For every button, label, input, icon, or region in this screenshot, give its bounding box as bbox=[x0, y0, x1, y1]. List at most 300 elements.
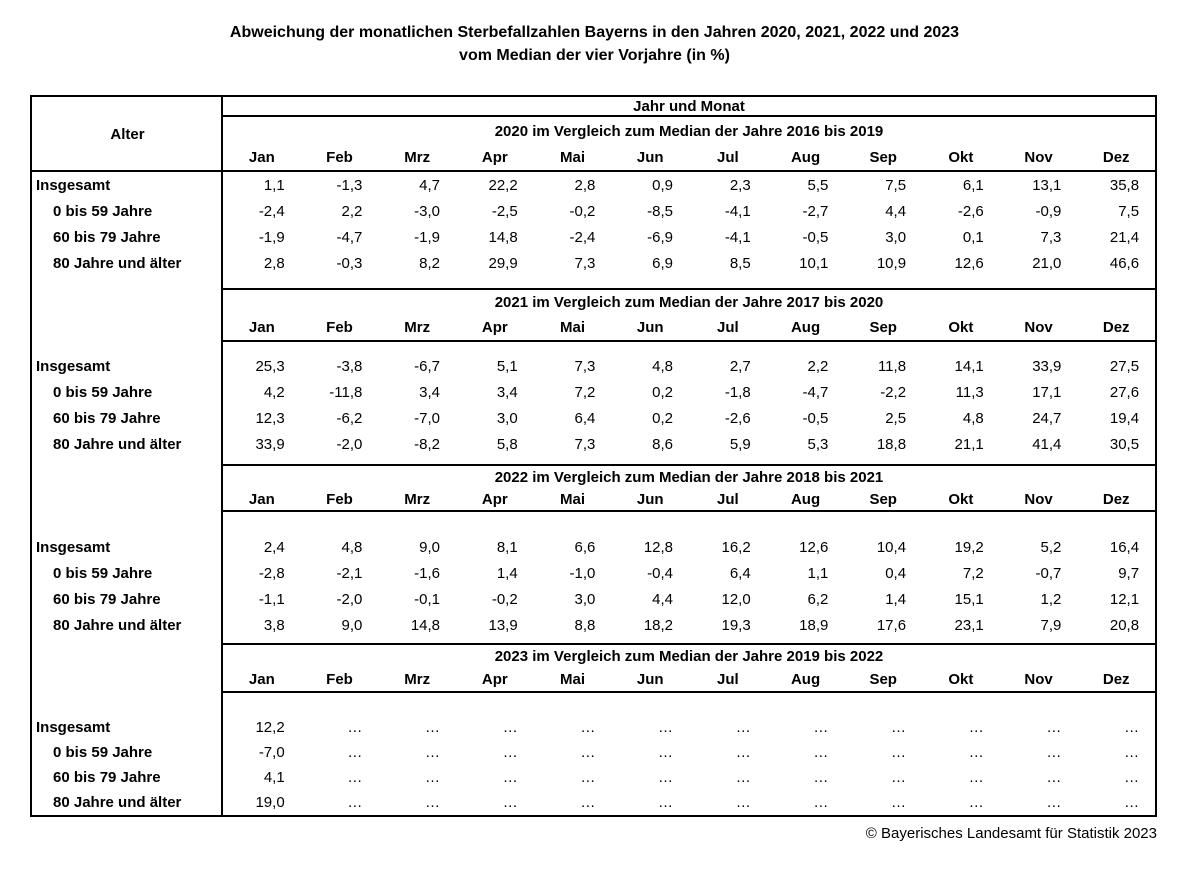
value-cell: … bbox=[347, 744, 363, 761]
value-cell: 6,2 bbox=[807, 590, 829, 608]
value-cell: 27,5 bbox=[1109, 357, 1140, 375]
value-cell: … bbox=[425, 719, 441, 736]
value-cell: 17,1 bbox=[1032, 383, 1062, 401]
label-column-cell bbox=[32, 668, 223, 693]
value-cell: 12,1 bbox=[1109, 590, 1140, 608]
data-cells bbox=[223, 740, 1155, 765]
value-cell: -2,5 bbox=[491, 202, 518, 220]
value-cell: … bbox=[502, 794, 518, 811]
data-cells bbox=[223, 405, 1155, 431]
value-cell: … bbox=[502, 744, 518, 761]
value-cell: -6,9 bbox=[647, 228, 674, 246]
row-label: Insgesamt bbox=[32, 534, 223, 560]
value-cell: 16,4 bbox=[1109, 538, 1140, 556]
month-header: Mrz bbox=[404, 671, 431, 688]
value-cell: -2,0 bbox=[336, 435, 363, 453]
value-cell: -2,7 bbox=[802, 202, 829, 220]
data-cells bbox=[223, 534, 1155, 560]
value-cell: 24,7 bbox=[1032, 409, 1062, 427]
month-header: Dez bbox=[1102, 319, 1130, 336]
months-header-cells bbox=[223, 488, 1155, 512]
value-cell: 13,9 bbox=[488, 616, 518, 634]
value-cell: … bbox=[1124, 794, 1140, 811]
value-cell: … bbox=[1046, 794, 1062, 811]
value-cell: 10,1 bbox=[799, 254, 829, 272]
value-cell: 27,6 bbox=[1109, 383, 1140, 401]
value-cell: … bbox=[580, 769, 596, 786]
month-header: Nov bbox=[1024, 490, 1053, 508]
value-cell: -2,6 bbox=[957, 202, 984, 220]
months-header-cells bbox=[223, 315, 1155, 342]
value-cell: 29,9 bbox=[488, 254, 518, 272]
data-cells bbox=[223, 586, 1155, 612]
spacer-row bbox=[32, 693, 1155, 715]
value-cell: 5,5 bbox=[807, 176, 829, 194]
row-label: 0 bis 59 Jahre bbox=[32, 379, 223, 405]
value-cell: … bbox=[658, 744, 674, 761]
value-cell: -0,9 bbox=[1035, 202, 1062, 220]
row-label: 0 bis 59 Jahre bbox=[32, 740, 223, 765]
value-cell: … bbox=[502, 769, 518, 786]
value-cell: 21,1 bbox=[954, 435, 984, 453]
value-cell: -2,2 bbox=[880, 383, 907, 401]
statistics-table bbox=[30, 95, 1157, 817]
value-cell: 3,0 bbox=[574, 590, 596, 608]
month-header: Mrz bbox=[404, 149, 431, 166]
month-header: Jan bbox=[248, 319, 275, 336]
title-line-2: vom Median der vier Vorjahre (in %) bbox=[459, 47, 730, 64]
month-header: Mai bbox=[560, 671, 586, 688]
month-header: Dez bbox=[1102, 671, 1130, 688]
data-row bbox=[32, 250, 1155, 276]
value-cell: 2,3 bbox=[729, 176, 751, 194]
value-cell: 4,1 bbox=[263, 769, 285, 786]
value-cell: -0,4 bbox=[647, 564, 674, 582]
value-cell: … bbox=[347, 719, 363, 736]
value-cell: 5,9 bbox=[729, 435, 751, 453]
data-cells bbox=[223, 560, 1155, 586]
value-cell: 14,8 bbox=[488, 228, 518, 246]
data-row bbox=[32, 534, 1155, 560]
month-header: Feb bbox=[326, 319, 353, 336]
value-cell: -0,1 bbox=[414, 590, 441, 608]
value-cell: 7,5 bbox=[1118, 202, 1140, 220]
month-header: Mai bbox=[560, 490, 586, 508]
label-column-cell bbox=[32, 643, 223, 668]
value-cell: 7,9 bbox=[1040, 616, 1062, 634]
months-header-cells bbox=[223, 668, 1155, 693]
value-cell: -2,1 bbox=[336, 564, 363, 582]
month-header: Jun bbox=[636, 319, 664, 336]
month-header: Jun bbox=[636, 490, 664, 508]
value-cell: 12,3 bbox=[255, 409, 285, 427]
value-cell: -2,8 bbox=[258, 564, 285, 582]
value-cell: 7,2 bbox=[574, 383, 596, 401]
value-cell: 30,5 bbox=[1109, 435, 1140, 453]
value-cell: 4,8 bbox=[341, 538, 363, 556]
value-cell: … bbox=[813, 769, 829, 786]
value-cell: -7,0 bbox=[414, 409, 441, 427]
value-cell: -1,3 bbox=[336, 176, 363, 194]
value-cell: 9,0 bbox=[341, 616, 363, 634]
value-cell: 2,8 bbox=[263, 254, 285, 272]
label-column-cell bbox=[32, 315, 223, 342]
value-cell: 8,8 bbox=[574, 616, 596, 634]
value-cell: 11,3 bbox=[955, 383, 984, 401]
data-row bbox=[32, 740, 1155, 765]
value-cell: -0,5 bbox=[802, 409, 829, 427]
month-header: Sep bbox=[869, 490, 897, 508]
value-cell: 8,5 bbox=[729, 254, 751, 272]
value-cell: 18,8 bbox=[876, 435, 907, 453]
months-header-row bbox=[32, 668, 1155, 693]
value-cell: 19,0 bbox=[255, 794, 285, 811]
data-row bbox=[32, 224, 1155, 250]
month-header: Jan bbox=[248, 149, 275, 166]
data-row bbox=[32, 198, 1155, 224]
data-row bbox=[32, 172, 1155, 198]
value-cell: … bbox=[735, 794, 751, 811]
title-line-1: Abweichung der monatlichen Sterbefallzahlen Bayerns in den Jahren 2020, 2021, 2022 und 2023 bbox=[229, 24, 960, 41]
value-cell: 13,1 bbox=[1032, 176, 1062, 194]
month-header: Aug bbox=[790, 490, 821, 508]
value-cell: 0,2 bbox=[652, 409, 674, 427]
value-cell: -2,4 bbox=[569, 228, 596, 246]
value-cell: 2,2 bbox=[341, 202, 363, 220]
value-cell: -1,1 bbox=[258, 590, 285, 608]
data-row bbox=[32, 560, 1155, 586]
data-cells bbox=[223, 224, 1155, 250]
value-cell: 19,2 bbox=[954, 538, 984, 556]
value-cell: -0,7 bbox=[1035, 564, 1062, 582]
value-cell: -1,6 bbox=[414, 564, 441, 582]
value-cell: … bbox=[968, 744, 984, 761]
value-cell: 7,3 bbox=[574, 254, 596, 272]
value-cell: 21,0 bbox=[1032, 254, 1062, 272]
month-header: Mrz bbox=[404, 319, 431, 336]
section-header: 2021 im Vergleich zum Median der Jahre 2017 bis 2020 bbox=[223, 288, 1155, 315]
month-header: Dez bbox=[1102, 490, 1130, 508]
month-header: Okt bbox=[948, 490, 974, 508]
value-cell: 1,4 bbox=[496, 564, 518, 582]
value-cell: 3,0 bbox=[885, 228, 907, 246]
data-row bbox=[32, 379, 1155, 405]
value-cell: … bbox=[735, 744, 751, 761]
value-cell: -1,0 bbox=[569, 564, 596, 582]
value-cell: 25,3 bbox=[255, 357, 285, 375]
value-cell: 35,8 bbox=[1109, 176, 1140, 194]
month-header: Aug bbox=[790, 671, 821, 688]
month-header: Okt bbox=[948, 319, 974, 336]
value-cell: … bbox=[425, 769, 441, 786]
value-cell: … bbox=[968, 794, 984, 811]
value-cell: -1,9 bbox=[258, 228, 285, 246]
label-column-cell bbox=[32, 693, 223, 715]
spacer-row bbox=[32, 512, 1155, 534]
value-cell: 18,9 bbox=[799, 616, 829, 634]
month-header: Jun bbox=[636, 671, 664, 688]
data-cells bbox=[223, 353, 1155, 379]
label-column-cell bbox=[32, 512, 223, 534]
month-header: Sep bbox=[869, 319, 897, 336]
value-cell: 12,6 bbox=[799, 538, 829, 556]
data-cells bbox=[223, 765, 1155, 790]
row-label: 60 bis 79 Jahre bbox=[32, 405, 223, 431]
value-cell: 46,6 bbox=[1109, 254, 1140, 272]
value-cell: 33,9 bbox=[1032, 357, 1062, 375]
month-header: Dez bbox=[1102, 149, 1130, 166]
value-cell: 12,2 bbox=[255, 719, 285, 736]
value-cell: -4,7 bbox=[336, 228, 363, 246]
value-cell: … bbox=[347, 769, 363, 786]
value-cell: 1,1 bbox=[807, 564, 829, 582]
value-cell: 3,4 bbox=[419, 383, 441, 401]
value-cell: … bbox=[891, 719, 907, 736]
value-cell: 16,2 bbox=[721, 538, 751, 556]
value-cell: 12,6 bbox=[954, 254, 984, 272]
value-cell: 0,1 bbox=[962, 228, 984, 246]
value-cell: -4,1 bbox=[724, 228, 751, 246]
copyright-note: © Bayerisches Landesamt für Statistik 2023 bbox=[865, 825, 1157, 842]
value-cell: -11,8 bbox=[329, 383, 363, 401]
month-header: Jul bbox=[717, 671, 739, 688]
data-cells bbox=[223, 379, 1155, 405]
month-header: Feb bbox=[326, 490, 353, 508]
row-label: 80 Jahre und älter bbox=[32, 431, 223, 457]
value-cell: 7,3 bbox=[574, 357, 596, 375]
value-cell: -8,2 bbox=[414, 435, 441, 453]
value-cell: -4,1 bbox=[724, 202, 751, 220]
data-row bbox=[32, 586, 1155, 612]
month-header: Aug bbox=[790, 319, 821, 336]
spacer-row bbox=[32, 457, 1155, 464]
row-label: 80 Jahre und älter bbox=[32, 612, 223, 638]
month-header: Apr bbox=[481, 319, 508, 336]
value-cell: 7,3 bbox=[1040, 228, 1062, 246]
value-cell: 6,4 bbox=[729, 564, 751, 582]
value-cell: … bbox=[580, 744, 596, 761]
label-column-cell bbox=[32, 464, 223, 488]
value-cell: 18,2 bbox=[643, 616, 674, 634]
value-cell: … bbox=[658, 794, 674, 811]
month-header: Nov bbox=[1024, 149, 1053, 166]
value-cell: 5,3 bbox=[807, 435, 829, 453]
value-cell: … bbox=[1046, 769, 1062, 786]
value-cell: 14,1 bbox=[954, 357, 984, 375]
value-cell: … bbox=[813, 719, 829, 736]
label-column-cell bbox=[32, 342, 223, 353]
value-cell: 7,5 bbox=[885, 176, 907, 194]
value-cell: 4,4 bbox=[885, 202, 907, 220]
value-cell: 3,0 bbox=[496, 409, 518, 427]
value-cell: 5,1 bbox=[496, 357, 518, 375]
value-cell: … bbox=[813, 794, 829, 811]
value-cell: -2,4 bbox=[258, 202, 285, 220]
value-cell: 5,2 bbox=[1040, 538, 1062, 556]
row-label: 0 bis 59 Jahre bbox=[32, 198, 223, 224]
row-label: Insgesamt bbox=[32, 715, 223, 740]
data-cells bbox=[223, 431, 1155, 457]
value-cell: … bbox=[580, 794, 596, 811]
value-cell: 0,9 bbox=[652, 176, 674, 194]
value-cell: … bbox=[968, 769, 984, 786]
row-label: 60 bis 79 Jahre bbox=[32, 586, 223, 612]
value-cell: 20,8 bbox=[1109, 616, 1140, 634]
value-cell: 2,5 bbox=[885, 409, 907, 427]
value-cell: 4,2 bbox=[263, 383, 285, 401]
value-cell: 1,4 bbox=[885, 590, 907, 608]
value-cell: 4,7 bbox=[419, 176, 441, 194]
value-cell: 3,8 bbox=[263, 616, 285, 634]
value-cell: 1,2 bbox=[1040, 590, 1062, 608]
value-cell: -6,2 bbox=[336, 409, 363, 427]
value-cell: 6,6 bbox=[574, 538, 596, 556]
value-cell: 4,8 bbox=[962, 409, 984, 427]
value-cell: -0,5 bbox=[802, 228, 829, 246]
value-cell: … bbox=[1046, 744, 1062, 761]
section-header: 2023 im Vergleich zum Median der Jahre 2019 bis 2022 bbox=[223, 643, 1155, 668]
month-header: Apr bbox=[481, 671, 508, 688]
data-cells bbox=[223, 790, 1155, 815]
value-cell: -0,2 bbox=[491, 590, 518, 608]
value-cell: 19,4 bbox=[1109, 409, 1140, 427]
months-header-cells bbox=[223, 145, 1155, 170]
value-cell: -4,7 bbox=[802, 383, 829, 401]
data-row bbox=[32, 353, 1155, 379]
label-column-cell bbox=[32, 488, 223, 512]
row-label: Insgesamt bbox=[32, 172, 223, 198]
value-cell: 8,2 bbox=[419, 254, 441, 272]
row-label: 60 bis 79 Jahre bbox=[32, 224, 223, 250]
value-cell: -2,6 bbox=[724, 409, 751, 427]
value-cell: 10,4 bbox=[876, 538, 907, 556]
data-row bbox=[32, 405, 1155, 431]
row-label: Insgesamt bbox=[32, 353, 223, 379]
value-cell: 6,9 bbox=[652, 254, 674, 272]
label-column-cell bbox=[32, 457, 223, 464]
value-cell: … bbox=[968, 719, 984, 736]
data-row bbox=[32, 765, 1155, 790]
value-cell: 4,4 bbox=[652, 590, 674, 608]
value-cell: 17,6 bbox=[876, 616, 907, 634]
value-cell: 33,9 bbox=[255, 435, 285, 453]
value-cell: 11,8 bbox=[877, 357, 907, 375]
value-cell: … bbox=[735, 769, 751, 786]
month-header: Jun bbox=[636, 149, 664, 166]
value-cell: … bbox=[580, 719, 596, 736]
value-cell: 2,2 bbox=[807, 357, 829, 375]
data-cells bbox=[223, 250, 1155, 276]
month-header: Okt bbox=[948, 149, 974, 166]
value-cell: … bbox=[891, 744, 907, 761]
month-header: Sep bbox=[869, 671, 897, 688]
value-cell: … bbox=[1124, 744, 1140, 761]
value-cell: 0,4 bbox=[885, 564, 907, 582]
value-cell: 14,8 bbox=[410, 616, 441, 634]
month-header: Mrz bbox=[404, 490, 431, 508]
value-cell: 8,1 bbox=[496, 538, 518, 556]
section-header: 2022 im Vergleich zum Median der Jahre 2018 bis 2021 bbox=[223, 464, 1155, 488]
value-cell: 4,8 bbox=[652, 357, 674, 375]
spacer-row bbox=[32, 276, 1155, 288]
value-cell: 41,4 bbox=[1032, 435, 1062, 453]
value-cell: 12,0 bbox=[721, 590, 751, 608]
data-cells bbox=[223, 198, 1155, 224]
value-cell: 19,3 bbox=[721, 616, 751, 634]
data-cells bbox=[223, 612, 1155, 638]
value-cell: … bbox=[425, 794, 441, 811]
month-header: Jul bbox=[717, 490, 739, 508]
month-header: Nov bbox=[1024, 671, 1053, 688]
value-cell: … bbox=[1046, 719, 1062, 736]
month-header: Jul bbox=[717, 319, 739, 336]
month-header: Feb bbox=[326, 149, 353, 166]
data-row bbox=[32, 715, 1155, 740]
value-cell: 8,6 bbox=[652, 435, 674, 453]
data-cells bbox=[223, 715, 1155, 740]
section-header: 2020 im Vergleich zum Median der Jahre 2016 bis 2019 bbox=[494, 122, 884, 140]
value-cell: … bbox=[502, 719, 518, 736]
section-header-row bbox=[32, 464, 1155, 488]
value-cell: … bbox=[735, 719, 751, 736]
value-cell: 2,7 bbox=[729, 357, 751, 375]
month-header: Mai bbox=[560, 319, 586, 336]
page-title bbox=[0, 21, 1189, 67]
month-header: Apr bbox=[481, 149, 508, 166]
months-header-row bbox=[32, 488, 1155, 512]
value-cell: 6,4 bbox=[574, 409, 596, 427]
row-label: 0 bis 59 Jahre bbox=[32, 560, 223, 586]
months-header-row bbox=[32, 315, 1155, 342]
data-row bbox=[32, 612, 1155, 638]
row-label: 80 Jahre und älter bbox=[32, 790, 223, 815]
month-header: Okt bbox=[948, 671, 974, 688]
data-row bbox=[32, 790, 1155, 815]
value-cell: 3,4 bbox=[496, 383, 518, 401]
month-header: Jan bbox=[248, 490, 275, 508]
value-cell: … bbox=[1124, 719, 1140, 736]
value-cell: … bbox=[1124, 769, 1140, 786]
row-label: 80 Jahre und älter bbox=[32, 250, 223, 276]
spacer-row bbox=[32, 342, 1155, 353]
value-cell: … bbox=[891, 769, 907, 786]
value-cell: … bbox=[813, 744, 829, 761]
month-header: Sep bbox=[869, 149, 897, 166]
value-cell: -8,5 bbox=[647, 202, 674, 220]
value-cell: … bbox=[425, 744, 441, 761]
value-cell: 2,4 bbox=[263, 538, 285, 556]
value-cell: 23,1 bbox=[954, 616, 984, 634]
section-header-row bbox=[32, 288, 1155, 315]
value-cell: 21,4 bbox=[1109, 228, 1140, 246]
corner-label: Alter bbox=[110, 126, 145, 143]
value-cell: 9,0 bbox=[419, 538, 441, 556]
value-cell: … bbox=[347, 794, 363, 811]
value-cell: 9,7 bbox=[1118, 564, 1140, 582]
section-header-row bbox=[32, 643, 1155, 668]
label-column-cell bbox=[32, 276, 223, 288]
value-cell: … bbox=[658, 769, 674, 786]
value-cell: 7,3 bbox=[574, 435, 596, 453]
value-cell: 15,1 bbox=[954, 590, 984, 608]
value-cell: 0,2 bbox=[652, 383, 674, 401]
value-cell: -6,7 bbox=[414, 357, 441, 375]
value-cell: -0,3 bbox=[336, 254, 363, 272]
month-header: Aug bbox=[790, 149, 821, 166]
value-cell: -3,0 bbox=[414, 202, 441, 220]
value-cell: -0,2 bbox=[569, 202, 596, 220]
value-cell: -3,8 bbox=[336, 357, 363, 375]
